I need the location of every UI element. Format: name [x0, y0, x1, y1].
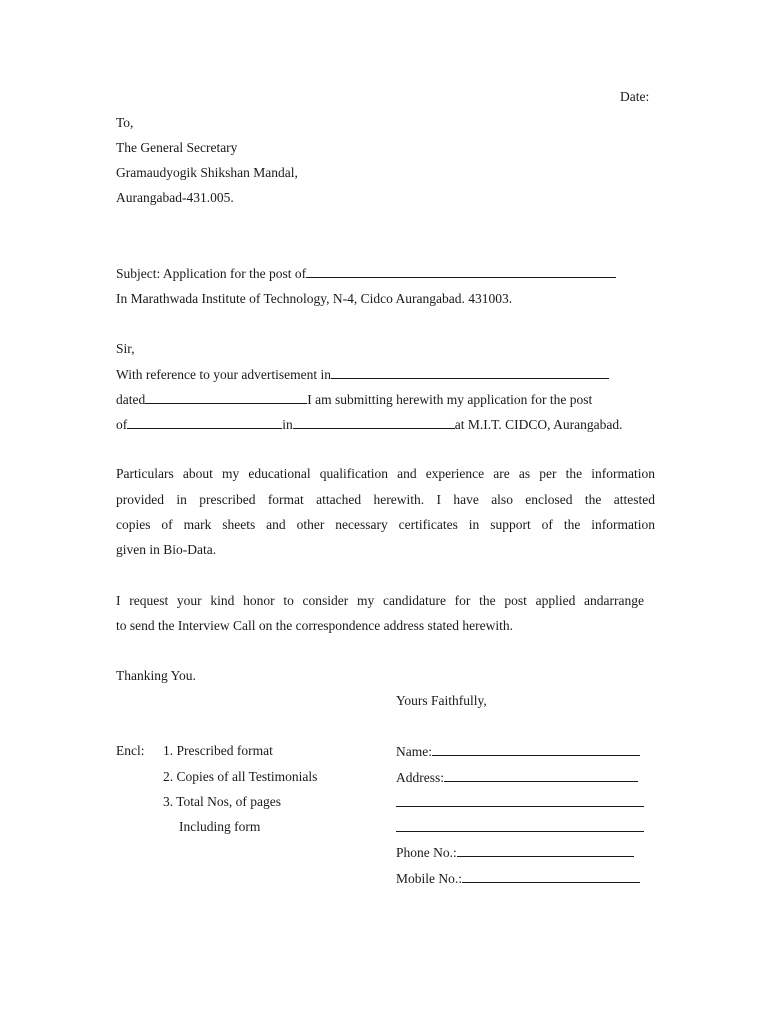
- recipient-organization: Gramaudyogik Shikshan Mandal,: [116, 165, 298, 180]
- reference-line-3: [116, 416, 622, 433]
- particulars-line-4: given in Bio-Data.: [116, 542, 217, 557]
- dated-blank: [145, 391, 307, 404]
- enclosure-item: 1. Prescribed format: [163, 743, 273, 758]
- address-blank: [444, 769, 638, 782]
- mobile-label: Mobile No.:: [396, 871, 462, 886]
- recipient-city: Aurangabad-431.005.: [116, 190, 234, 205]
- enclosure-item: 3. Total Nos, of pages: [163, 794, 282, 809]
- subject-line: [116, 265, 616, 282]
- dated-label: dated: [116, 392, 146, 407]
- reference-prefix: With reference to your advertisement in: [116, 367, 331, 382]
- name-blank: [432, 743, 640, 756]
- particulars-line-2: provided in prescribed format attached herewith. I have also enclosed the attested: [116, 492, 655, 507]
- recipient-title: The General Secretary: [116, 140, 238, 155]
- salutation: Sir,: [116, 341, 135, 356]
- thanking-you: Thanking You.: [116, 668, 196, 683]
- post-blank: [306, 265, 616, 278]
- of-label: of: [116, 417, 128, 432]
- name-field: [396, 743, 640, 760]
- address-line-3: [396, 819, 644, 836]
- address-field: [396, 769, 638, 786]
- enclosure-item-continuation: Including form: [179, 819, 261, 834]
- particulars-line-1: Particulars about my educational qualification and experience are as per the information: [116, 466, 655, 481]
- address-to: To,: [116, 115, 134, 130]
- request-line-1: I request your kind honor to consider my candidature for the post applied andarrange: [116, 593, 644, 608]
- phone-field: [396, 844, 634, 861]
- advertisement-blank: [331, 366, 609, 379]
- mobile-field: [396, 870, 640, 887]
- mobile-blank: [462, 870, 640, 883]
- location-text: at M.I.T. CIDCO, Aurangabad.: [454, 417, 623, 432]
- phone-label: Phone No.:: [396, 845, 457, 860]
- name-label: Name:: [396, 744, 432, 759]
- date-label: Date:: [620, 89, 650, 104]
- in-blank: [293, 416, 455, 429]
- submitting-text: I am submitting herewith my application for the post: [307, 392, 593, 407]
- yours-faithfully: Yours Faithfully,: [396, 693, 487, 708]
- of-blank: [127, 416, 282, 429]
- particulars-line-3: copies of mark sheets and other necessary certificates in support of the information: [116, 517, 655, 532]
- address-blank-3: [396, 819, 644, 832]
- address-blank-2: [396, 794, 644, 807]
- enclosure-item: 2. Copies of all Testimonials: [163, 769, 318, 784]
- enclosures-label: Encl:: [116, 743, 145, 758]
- subject-institute-line: In Marathwada Institute of Technology, N-4, Cidco Aurangabad. 431003.: [116, 291, 513, 306]
- reference-line-1: [116, 366, 609, 383]
- in-label: in: [282, 417, 293, 432]
- address-line-2: [396, 794, 644, 811]
- reference-line-2: [116, 391, 592, 408]
- address-label: Address:: [396, 770, 444, 785]
- subject-label: Subject: Application for the post of: [116, 266, 307, 281]
- phone-blank: [457, 844, 634, 857]
- request-line-2: to send the Interview Call on the correspondence address stated herewith.: [116, 618, 513, 633]
